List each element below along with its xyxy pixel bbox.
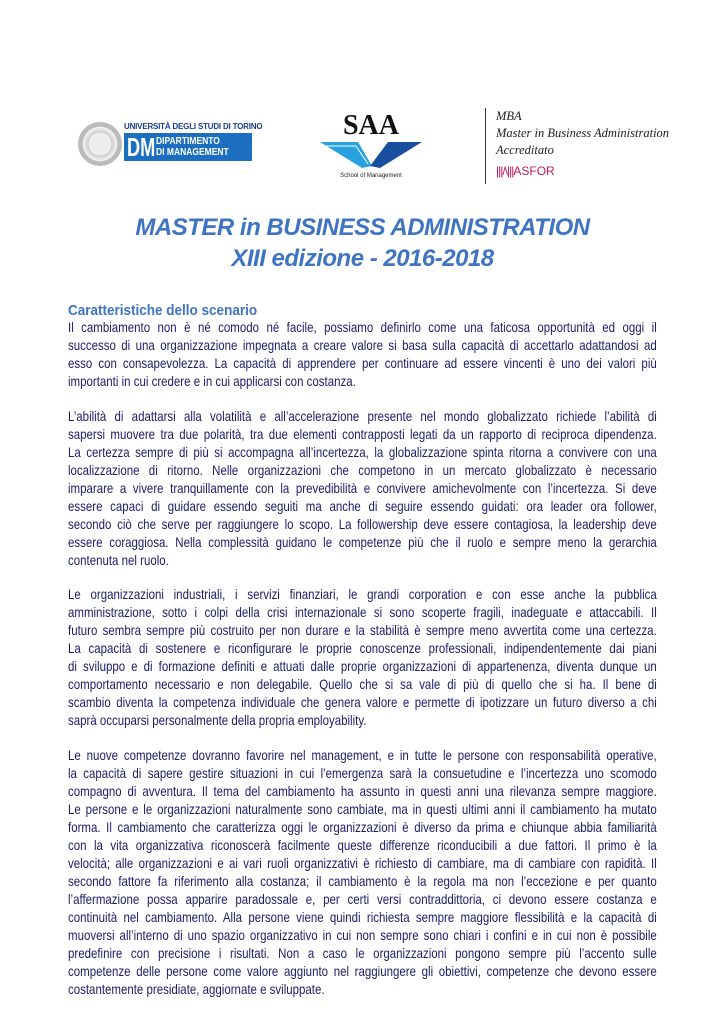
text-line: Le organizzazioni industriali, i servizi finanziari, le grandi corporation e con esse anche la pubblica <box>68 586 657 602</box>
mba-line: Master in Business Administration <box>496 126 670 140</box>
mba-line: MBA <box>496 109 522 123</box>
text-line: contenuta nel ruolo. <box>68 551 169 568</box>
dm-label <box>156 136 229 158</box>
text-line: secondo ciò che serve per raggiungere lo scopo. La followership deve essere contagiosa, la leadership deve <box>68 515 657 532</box>
paragraph <box>68 746 657 998</box>
dm-initials: DM <box>127 132 156 162</box>
text-line: compagno di avventura. Il tema del cambiamento ha assunto in questi anni una rilevanza sempre maggiore. <box>68 782 657 799</box>
text-line: esso con consapevolezza. La capacità di apprendere per continuare ad essere vincenti è uno dei valori più <box>68 355 657 371</box>
text-line: successo di una organizzazione impegnata a creare valore si basa sulla capacità di accettarlo adattandosi ad <box>68 337 657 353</box>
paragraph <box>68 407 657 569</box>
saa-wing-icon <box>318 140 424 170</box>
text-line: saprà occuparsi personalmente della propria employability. <box>68 712 367 728</box>
text-line: secondo fattore fa riferimento alla costanza; il cambiamento è la regola ma non l’eccezione e per quanto <box>68 872 657 889</box>
saa-subtitle: School of Management <box>340 173 402 179</box>
text-line: l’affermazione possa apparire paradossale e, per certi versi contraddittoria, ci devono essere costanza e <box>68 890 657 907</box>
text-line: essere coraggiosa. Nella complessità guidano le competenze più che il ruolo e sempre meno la gerarchia <box>68 533 657 550</box>
text-line: importanti in cui credere e in cui applicarsi con costanza. <box>68 373 356 389</box>
text-line: comportamento necessario e non delegabile. Quello che si sa vale di più di quello che si ha. Il bene di <box>68 676 657 692</box>
text-line: Le persone e le organizzazioni naturalmente sono cambiate, ma in questi ultimi anni il cambiamento ha mutato <box>68 800 657 817</box>
saa-logo <box>318 112 424 180</box>
text-line: competenze delle persone come valore aggiunto nel raggiungere gli obiettivi, competenze che devono essere <box>68 962 657 979</box>
text-line: scambio diventa la competenza individuale che genera valore e permette di ipotizzare un futuro diverso a chi <box>68 694 657 710</box>
text-line: predefinire con precisione i risultati. Non a caso le organizzazioni pongono sempre più l’accento sulle <box>68 944 657 961</box>
paragraph <box>68 585 657 729</box>
text-line: localizzazione di ritorno. Nelle organizzazioni che competono in un mercato globalizzato è necessario <box>68 461 657 478</box>
paragraph <box>68 318 657 390</box>
text-line: continuità nel cambiamento. Alla persone viene quindi richiesta sempre maggiore flessibilità e la capacità di <box>68 908 657 925</box>
mba-line: Accreditato <box>496 143 554 157</box>
university-seal-icon <box>78 122 122 166</box>
saa-wordmark: SAA <box>342 110 399 141</box>
text-line: di sviluppo e di formazione definiti e attuati dalle proprie organizzazioni di appartenenza, diventa dunque un <box>68 658 657 674</box>
title-line1: MASTER in BUSINESS ADMINISTRATION <box>135 214 590 241</box>
text-line: Le nuove competenze dovranno favorire nel management, e in tutte le persone con responsabilità operative, <box>68 746 657 763</box>
header-logos <box>0 108 725 188</box>
text-line: amministrazione, sotto i colpi della crisi internazionale si sono scoperte fragili, inadeguate e attaccabili. Il <box>68 604 657 620</box>
text-line: La capacità di sostenere e riconfigurare le proprie conoscenze professionali, indipendentemente dai piani <box>68 640 657 656</box>
text-line: imparare a vivere tranquillamente con la prevedibilità e convivere amichevolmente con l’incertezza. Si deve <box>68 479 657 496</box>
text-line: la capacità di sapere gestire situazioni in cui l’emergenza sarà la consuetudine e l’incertezza uno scomodo <box>68 764 657 781</box>
text-line: sapersi muovere tra due polarità, tra due elementi contrapposti legati da un rapporto di reciproca dipendenza. <box>68 425 657 442</box>
text-line: L’abilità di adattarsi alla volatilità e all’accelerazione presente nel mondo globalizzato richiede l’abilità di <box>68 407 657 424</box>
text-line: futuro sembra sempre più costruito per non durare e la stabilità è sempre meno avvertita come una certezza. <box>68 622 657 638</box>
text-line: La certezza sempre di più si accompagna all’incertezza, la globalizzazione spinta ritorna a convivere con una <box>68 443 657 460</box>
body-text <box>68 318 657 1014</box>
asfor-logo: |||/\|||ASFOR <box>496 164 555 178</box>
document-title <box>0 212 725 274</box>
text-line: velocità; alle organizzazioni e ai vari ruoli organizzativi è richiesto di cambiare, ma di cambiare con rapidità. Il <box>68 854 657 871</box>
dm-line2: DI MANAGEMENT <box>156 147 229 158</box>
dm-badge <box>124 133 252 161</box>
text-line: muoversi all’interno di uno spazio organizzativo in cui non sempre sono chiari i confini e in cui non è possibile <box>68 926 657 943</box>
text-line: costantemente presidiate, aggiornate e sviluppate. <box>68 980 325 997</box>
asfor-text: ASFOR <box>513 164 555 178</box>
text-line: con la vita organizzativa riconoscerà facilmente queste differenze riconducibili a due fattori. Il primo è la <box>68 836 657 853</box>
text-line: essere capaci di guidare essendo seguiti ma anche di seguire essendo guidati: ora leader ora follower, <box>68 497 657 514</box>
text-line: forma. Il cambiamento che caratterizza oggi le organizzazioni è diverso da prima e chiunque abbia familiarità <box>68 818 657 835</box>
text-line: Il cambiamento non è né comodo né facile, possiamo definirlo come una faticosa opportunità ed oggi il <box>68 319 657 335</box>
university-name: UNIVERSITÀ DEGLI STUDI DI TORINO <box>124 122 263 131</box>
section-heading: Caratteristiche dello scenario <box>68 302 258 319</box>
dm-line1: DIPARTIMENTO <box>156 136 220 147</box>
mba-accreditation <box>485 108 669 184</box>
title-line2: XIII edizione - 2016-2018 <box>231 245 494 272</box>
